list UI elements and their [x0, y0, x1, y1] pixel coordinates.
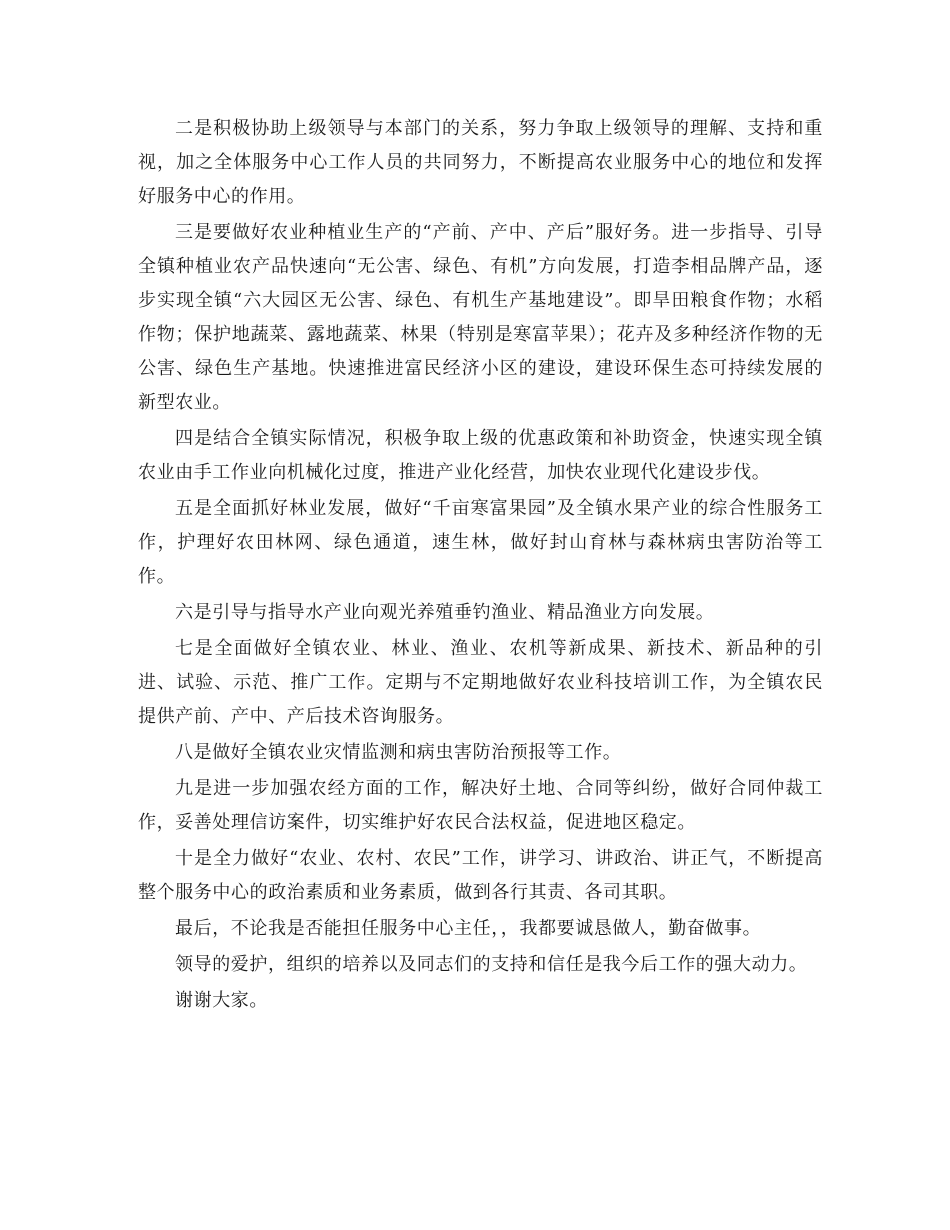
paragraph-3: 三是要做好农业种植业生产的“产前、产中、产后”服好务。进一步指导、引导全镇种植业农产品快速向“无公害、绿色、有机”方向发展，打造李相品牌产品，逐步实现全镇“六大园区无公害、绿色、有机生产基地建设”。即旱田粮食作物；水稻作物；保护地蔬菜、露地蔬菜、林果（特别是寒富苹果）；花卉及多种经济作物的无公害、绿色生产基地。快速推进富民经济小区的建设，建设环保生态可持续发展的新型农业。 [138, 222, 823, 413]
paragraph-6: 六是引导与指导水产业向观光养殖垂钓渔业、精品渔业方向发展。 [175, 602, 715, 623]
paragraph-8: 八是做好全镇农业灾情监测和病虫害防治预报等工作。 [175, 742, 622, 763]
thanks-paragraph: 谢谢大家。 [175, 990, 268, 1011]
paragraph-7: 七是全面做好全镇农业、林业、渔业、农机等新成果、新技术、新品种的引进、试验、示范、推广工作。定期与不定期地做好农业科技培训工作，为全镇农民提供产前、产中、产后技术咨询服务。 [138, 638, 823, 727]
paragraph-4: 四是结合全镇实际情况，积极争取上级的优惠政策和补助资金，快速实现全镇农业由手工作业向机械化过度，推进产业化经营，加快农业现代化建设步伐。 [138, 428, 823, 483]
closing-paragraph: 最后，不论我是否能担任服务中心主任，，我都要诚恳做人，勤奋做事。 [175, 918, 762, 939]
paragraph-2: 二是积极协助上级领导与本部门的关系，努力争取上级领导的理解、支持和重视，加之全体服务中心工作人员的共同努力，不断提高农业服务中心的地位和发挥好服务中心的作用。 [138, 118, 823, 207]
gratitude-paragraph: 领导的爱护，组织的培养以及同志们的支持和信任是我今后工作的强大动力。 [175, 954, 808, 975]
paragraph-5: 五是全面抓好林业发展，做好“千亩寒富果园”及全镇水果产业的综合性服务工作，护理好农田林网、绿色通道，速生林，做好封山育林与森林病虫害防治等工作。 [138, 498, 823, 587]
paragraph-9: 九是进一步加强农经方面的工作，解决好土地、合同等纠纷，做好合同仲裁工作，妥善处理信访案件，切实维护好农民合法权益，促进地区稳定。 [138, 778, 823, 833]
paragraph-10: 十是全力做好“农业、农村、农民”工作，讲学习、讲政治、讲正气，不断提高整个服务中心的政治素质和业务素质，做到各行其责、各司其职。 [138, 848, 823, 903]
document-body [138, 112, 823, 1020]
